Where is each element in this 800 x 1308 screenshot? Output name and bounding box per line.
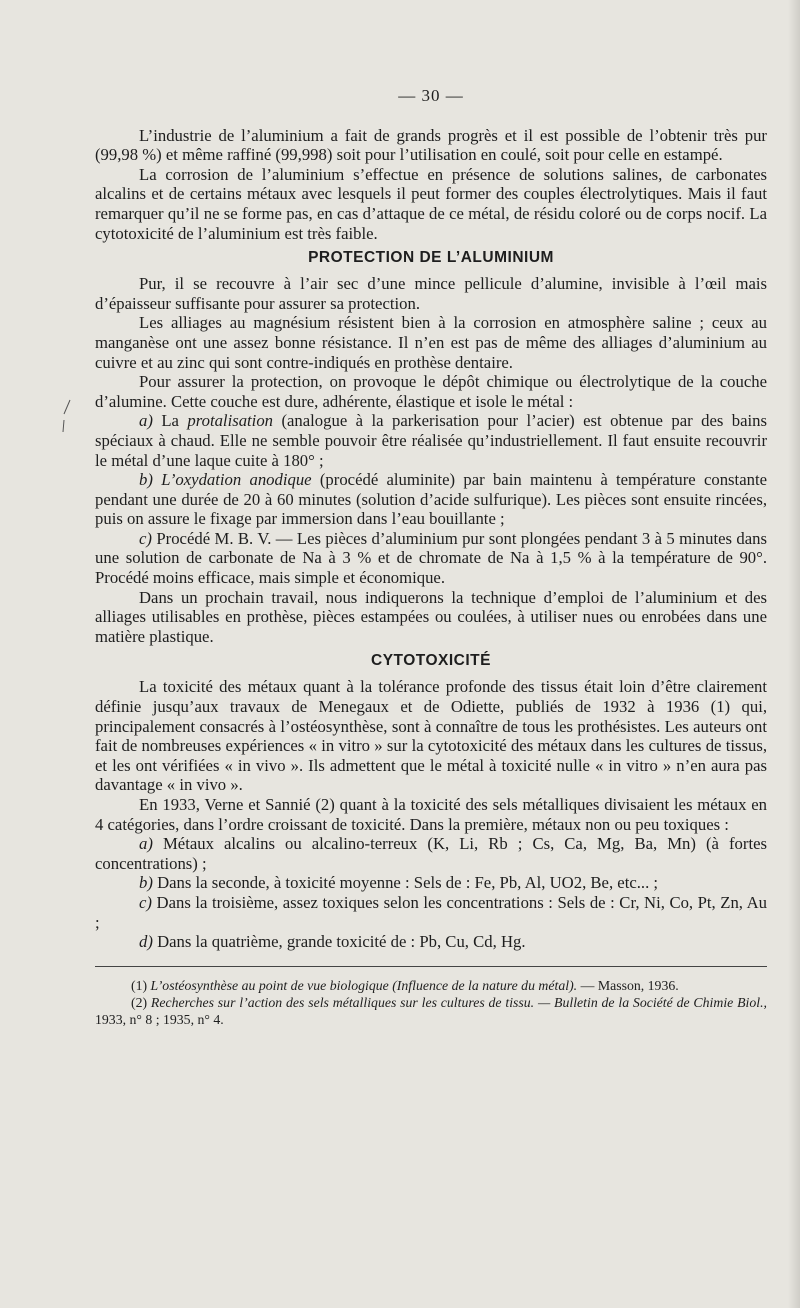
item-text: (procédé aluminite) par bain maintenu à température constante pendant une durée de 20 à 60 minutes (solution d’acide sulfurique). Les pièces sont ensuite rincées, puis on assure le fixage par immersion dans l’eau bouillante ;: [95, 470, 767, 529]
item-letter: b): [139, 470, 153, 490]
footnote-1: [95, 977, 767, 994]
text-body: [95, 86, 767, 1028]
footnote-2: [95, 994, 767, 1028]
item-text: Métaux alcalins ou alcalino-terreux (K, Li, Rb ; Cs, Ca, Mg, Ba, Mn) (à fortes concentrations) ;: [95, 834, 767, 873]
page-number: — 30 —: [398, 86, 464, 105]
intro-paragraph-1: L’industrie de l’aluminium a fait de grands progrès et il est possible de l’obtenir très pur (99,98 %) et même raffiné (99,998) soit pour l’utilisation en coulé, soit pour celle en estampé.: [95, 125, 767, 165]
cyto-item-d: [95, 932, 767, 952]
section-heading-cytotoxicite: CYTOTOXICITÉ: [371, 652, 491, 670]
protection-paragraph-3: Pour assurer la protection, on provoque le dépôt chimique ou électrolytique de la couche d’alumine. Cette couche est dure, adhérente, élastique et isole le métal :: [95, 372, 767, 411]
protection-item-c: [95, 529, 767, 588]
item-letter: c): [139, 892, 152, 912]
item-text: Dans la quatrième, grande toxicité de : Pb, Cu, Cd, Hg.: [157, 932, 526, 952]
footnote-number: (1): [131, 977, 148, 993]
cyto-paragraph-1: La toxicité des métaux quant à la tolérance profonde des tissus était loin d’être clairement définie jusqu’aux travaux de Menegaux et de Odiette, publiés de 1932 à 1936 (1) qui, principalement consacrés à l’ostéosynthèse, sont à connaître de tous les prothésistes. Les auteurs ont fait de nombreuses expériences « in vitro » sur la cytotoxicité des métaux dans les cultures de tissus, et les ont vérifiées « in vivo ». Ils admettent que le métal à toxicité nulle « in vitro » n’en aura pas davantage « in vivo ».: [95, 677, 767, 795]
item-letter: b): [139, 873, 153, 893]
item-lead: La: [161, 411, 188, 431]
item-term: L’oxydation anodique: [161, 470, 312, 490]
item-letter: d): [139, 932, 153, 952]
protection-paragraph-1: Pur, il se recouvre à l’air sec d’une mince pellicule d’alumine, invisible à l’œil mais d’épaisseur suffisante pour assurer sa protection.: [95, 274, 767, 313]
item-letter: a): [139, 834, 153, 854]
footnote-rest: — Masson, 1936.: [577, 977, 679, 993]
cyto-paragraph-2: En 1933, Verne et Sannié (2) quant à la toxicité des sels métalliques divisaient les métaux en 4 catégories, dans l’ordre croissant de toxicité. Dans la première, métaux non ou peu toxiques :: [95, 795, 767, 834]
item-letter: c): [139, 528, 152, 548]
footnote-divider: [95, 966, 767, 967]
margin-pencil-mark: [60, 398, 72, 434]
protection-closing: Dans un prochain travail, nous indiquerons la technique d’emploi de l’aluminium et des alliages utilisables en prothèse, pièces estampées ou coulées, à utiliser nues ou enrobées dans une matière plastique.: [95, 587, 767, 646]
item-text: Dans la seconde, à toxicité moyenne : Sels de : Fe, Pb, Al, UO2, Be, etc... ;: [157, 873, 659, 893]
protection-paragraph-2: Les alliages au magnésium résistent bien à la corrosion en atmosphère saline ; ceux au manganèse ont une assez bonne résistance. Il n’en est pas de même des alliages d’aluminium au cuivre et au zinc qui sont contre-indiqués en prothèse dentaire.: [95, 313, 767, 372]
item-text: Procédé M. B. V. — Les pièces d’aluminium pur sont plongées pendant 3 à 5 minutes dans une solution de carbonate de Na à 3 % et de chromate de Na à 1,5 % à la température de 90°. Procédé moins efficace, mais simple et économique.: [95, 528, 767, 588]
item-letter: a): [139, 411, 153, 431]
section-heading-protection: PROTECTION DE L’ALUMINIUM: [308, 249, 554, 267]
footnote-number: (2): [131, 994, 148, 1010]
footnote-title: Recherches sur l’action des sels métalliques sur les cultures de tissu. — Bulletin de la Société de Chimie Biol.,: [150, 994, 767, 1010]
cyto-item-b: [95, 873, 767, 893]
footnote-title: L’ostéosynthèse au point de vue biologique (Influence de la nature du métal).: [150, 977, 578, 993]
protection-item-b: [95, 470, 767, 529]
cyto-item-a: [95, 834, 767, 873]
item-text: (analogue à la parkerisation pour l’acier) est obtenue par des bains spéciaux à chaud. Elle ne semble pouvoir être réalisée qu’industriellement. Il faut ensuite recouvrir le métal d’une laque cuite à 180° ;: [95, 411, 768, 470]
page-edge-shadow: [788, 0, 800, 1308]
footnote-rest: 1933, n° 8 ; 1935, n° 4.: [95, 1011, 224, 1027]
cyto-item-c: [95, 893, 767, 932]
protection-item-a: [95, 411, 767, 470]
footnotes: [95, 977, 767, 1028]
intro-paragraph-2: La corrosion de l’aluminium s’effectue en présence de solutions salines, de carbonates alcalins et de certains métaux avec lesquels il peut former des couples électrolytiques. Mais il faut remarquer qu’il ne se forme pas, en cas d’attaque de ce métal, de résidu coloré ou de corps nocif. La cytotoxicité de l’aluminium est très faible.: [95, 164, 767, 243]
item-term: protalisation: [187, 411, 274, 431]
item-text: Dans la troisième, assez toxiques selon les concentrations : Sels de : Cr, Ni, Co, Pt, Zn, Au ;: [95, 892, 767, 932]
